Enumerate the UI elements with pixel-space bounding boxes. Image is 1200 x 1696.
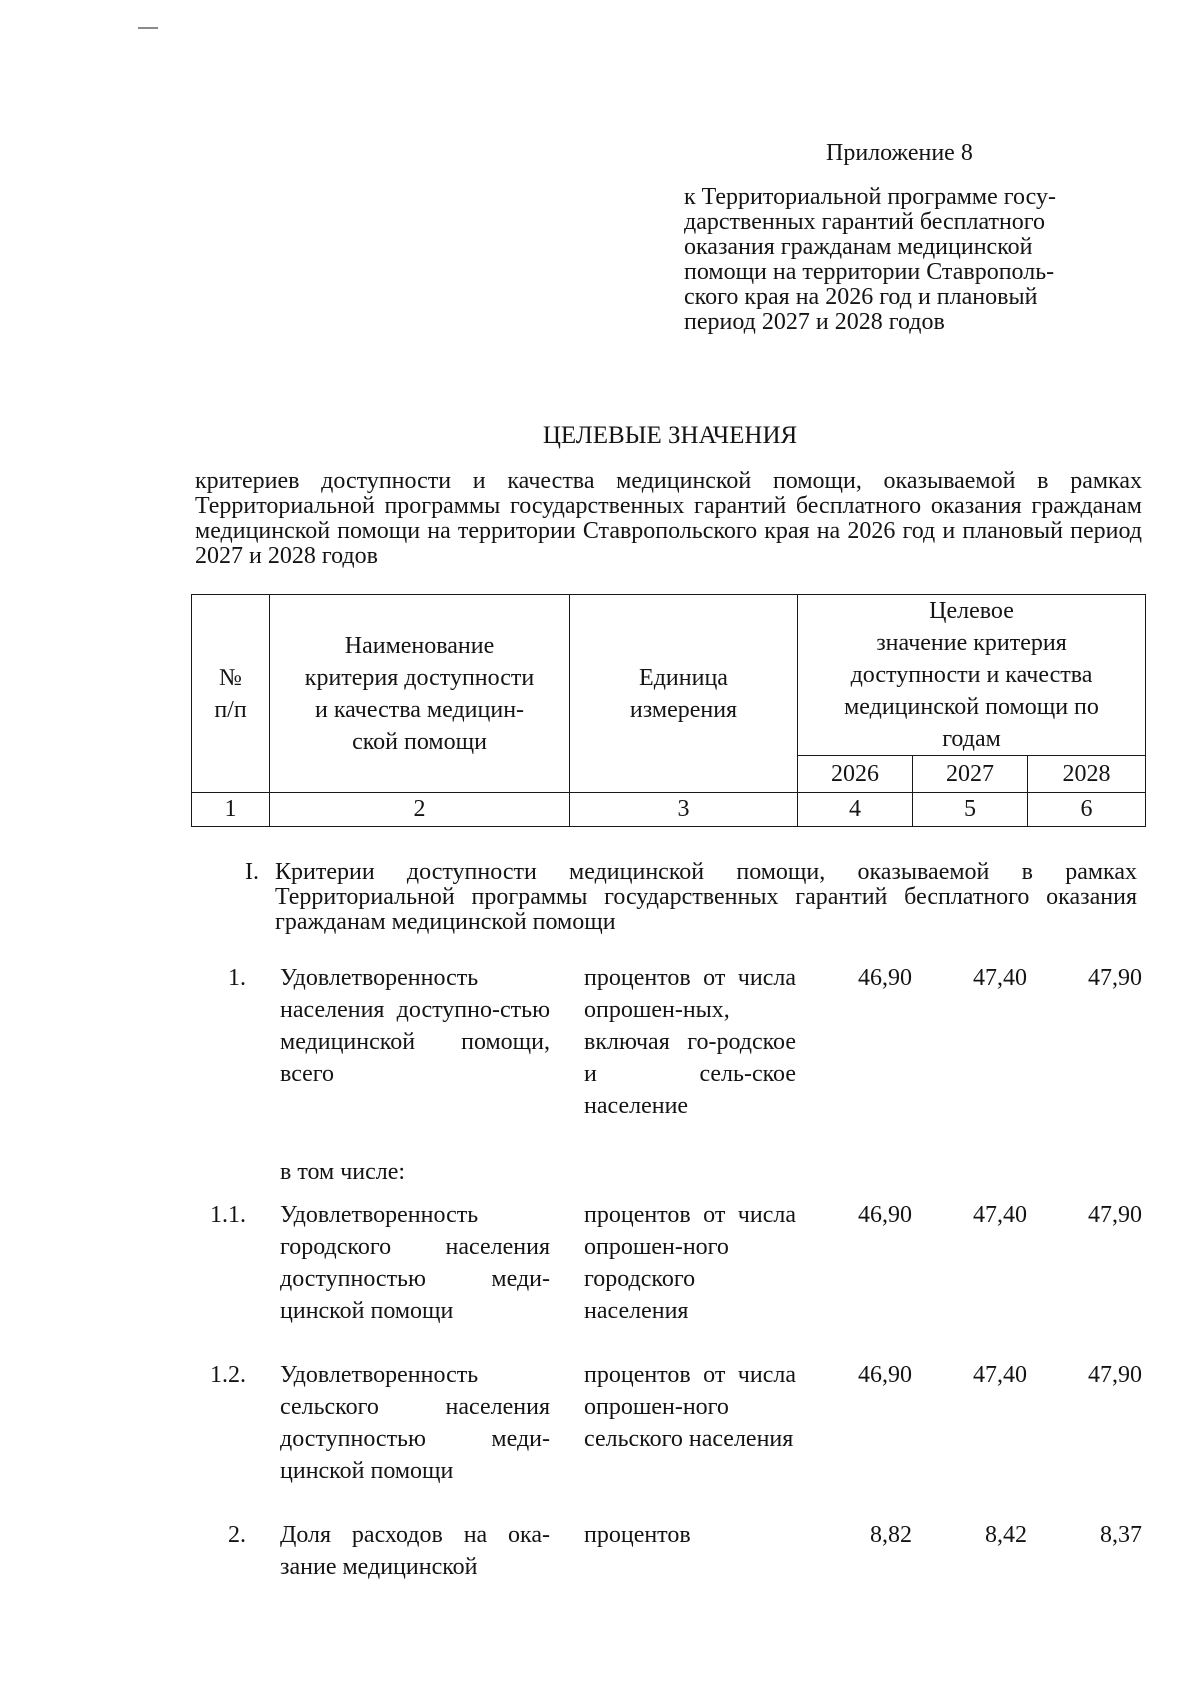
row-note: в том числе: [280,1159,406,1185]
section-roman-numeral: I. [245,859,259,885]
section-heading-text: Критерии доступности медицинской помощи, оказываемой в рамках Территориальной программы государственных гарантий бесплатного оказания гражданам медицинской помощи [275,859,1137,935]
header-year-2026: 2026 [798,756,913,793]
appendix-title: Приложение 8 [826,140,973,166]
row-value-2028: 8,37 [1100,1522,1142,1548]
column-number: 4 [798,793,913,827]
row-criterion-name: Удовлетворенность городского населения доступностью меди-цинской помощи [280,1202,550,1324]
column-number: 3 [570,793,798,827]
row-number: 1.1. [210,1202,246,1228]
header-col-unit-line: Единица [639,664,728,691]
document-subtitle: критериев доступности и качества медицинской помощи, оказываемой в рамках Территориальной программы государственных гарантий бесплатного оказания гражданам медицинской помощи на территории Ставропольского края на 2026 год и плановый период 2027 и 2028 годов [195,468,1142,569]
header-col-unit [570,595,798,793]
header-table [191,594,1146,827]
header-col-number [192,595,270,793]
row-value-2027: 47,40 [973,1362,1027,1388]
row-number: 1.2. [210,1362,246,1388]
header-year-2027: 2027 [913,756,1028,793]
column-number: 1 [192,793,270,827]
row-value-2026: 46,90 [858,1202,912,1228]
header-col-name-line: Наименование [344,632,495,659]
row-value-2027: 47,40 [973,1202,1027,1228]
row-number: 1. [228,965,246,991]
row-value-2028: 47,90 [1088,1202,1142,1228]
row-unit: процентов от числа опрошен-ного сельского населения [584,1362,796,1452]
header-col-name-line: и качества медицин- [314,696,525,723]
header-col-target-line: медицинской помощи по [844,694,1099,720]
row-value-2028: 47,90 [1088,1362,1142,1388]
column-number: 6 [1028,793,1146,827]
row-unit: процентов [584,1522,691,1548]
row-value-2027: 47,40 [973,965,1027,991]
row-value-2026: 46,90 [858,965,912,991]
column-number: 2 [270,793,570,827]
header-year-2028: 2028 [1028,756,1146,793]
row-value-2027: 8,42 [985,1522,1027,1548]
header-col-target-line: Целевое [929,598,1014,624]
row-number: 2. [228,1522,246,1548]
header-col-name [270,595,570,793]
scan-artifact [138,27,158,29]
row-value-2026: 8,82 [870,1522,912,1548]
row-unit: процентов от числа опрошен-ных, включая го-родское и сель-ское население [584,965,796,1119]
header-col-number-line: п/п [214,696,247,723]
row-unit: процентов от числа опрошен-ного городского населения [584,1202,796,1324]
column-number: 5 [913,793,1028,827]
header-col-target-line: доступности и качества [850,662,1093,688]
header-col-target-line: значение критерия [876,630,1067,656]
row-criterion-name: Доля расходов на ока-зание медицинской [280,1522,550,1580]
header-col-number-line: № [219,664,242,691]
appendix-text: к Территориальной программе госу- дарственных гарантий бесплатного оказания гражданам медицинской помощи на территории Ставрополь- ского края на 2026 год и плановый период 2027 и 2028 годов [684,184,1056,335]
header-col-name-line: критерия доступности [304,664,535,691]
row-value-2026: 46,90 [858,1362,912,1388]
row-value-2028: 47,90 [1088,965,1142,991]
row-criterion-name: Удовлетворенность населения доступно-стью медицинской помощи, всего [280,965,550,1087]
header-col-target-line: годам [942,726,1001,752]
header-col-name-line: ской помощи [352,728,487,755]
header-col-target [798,595,1146,756]
document-title: ЦЕЛЕВЫЕ ЗНАЧЕНИЯ [542,422,798,449]
header-col-unit-line: измерения [629,696,738,723]
row-criterion-name: Удовлетворенность сельского населения доступностью меди-цинской помощи [280,1362,550,1484]
section-heading [245,860,1137,935]
